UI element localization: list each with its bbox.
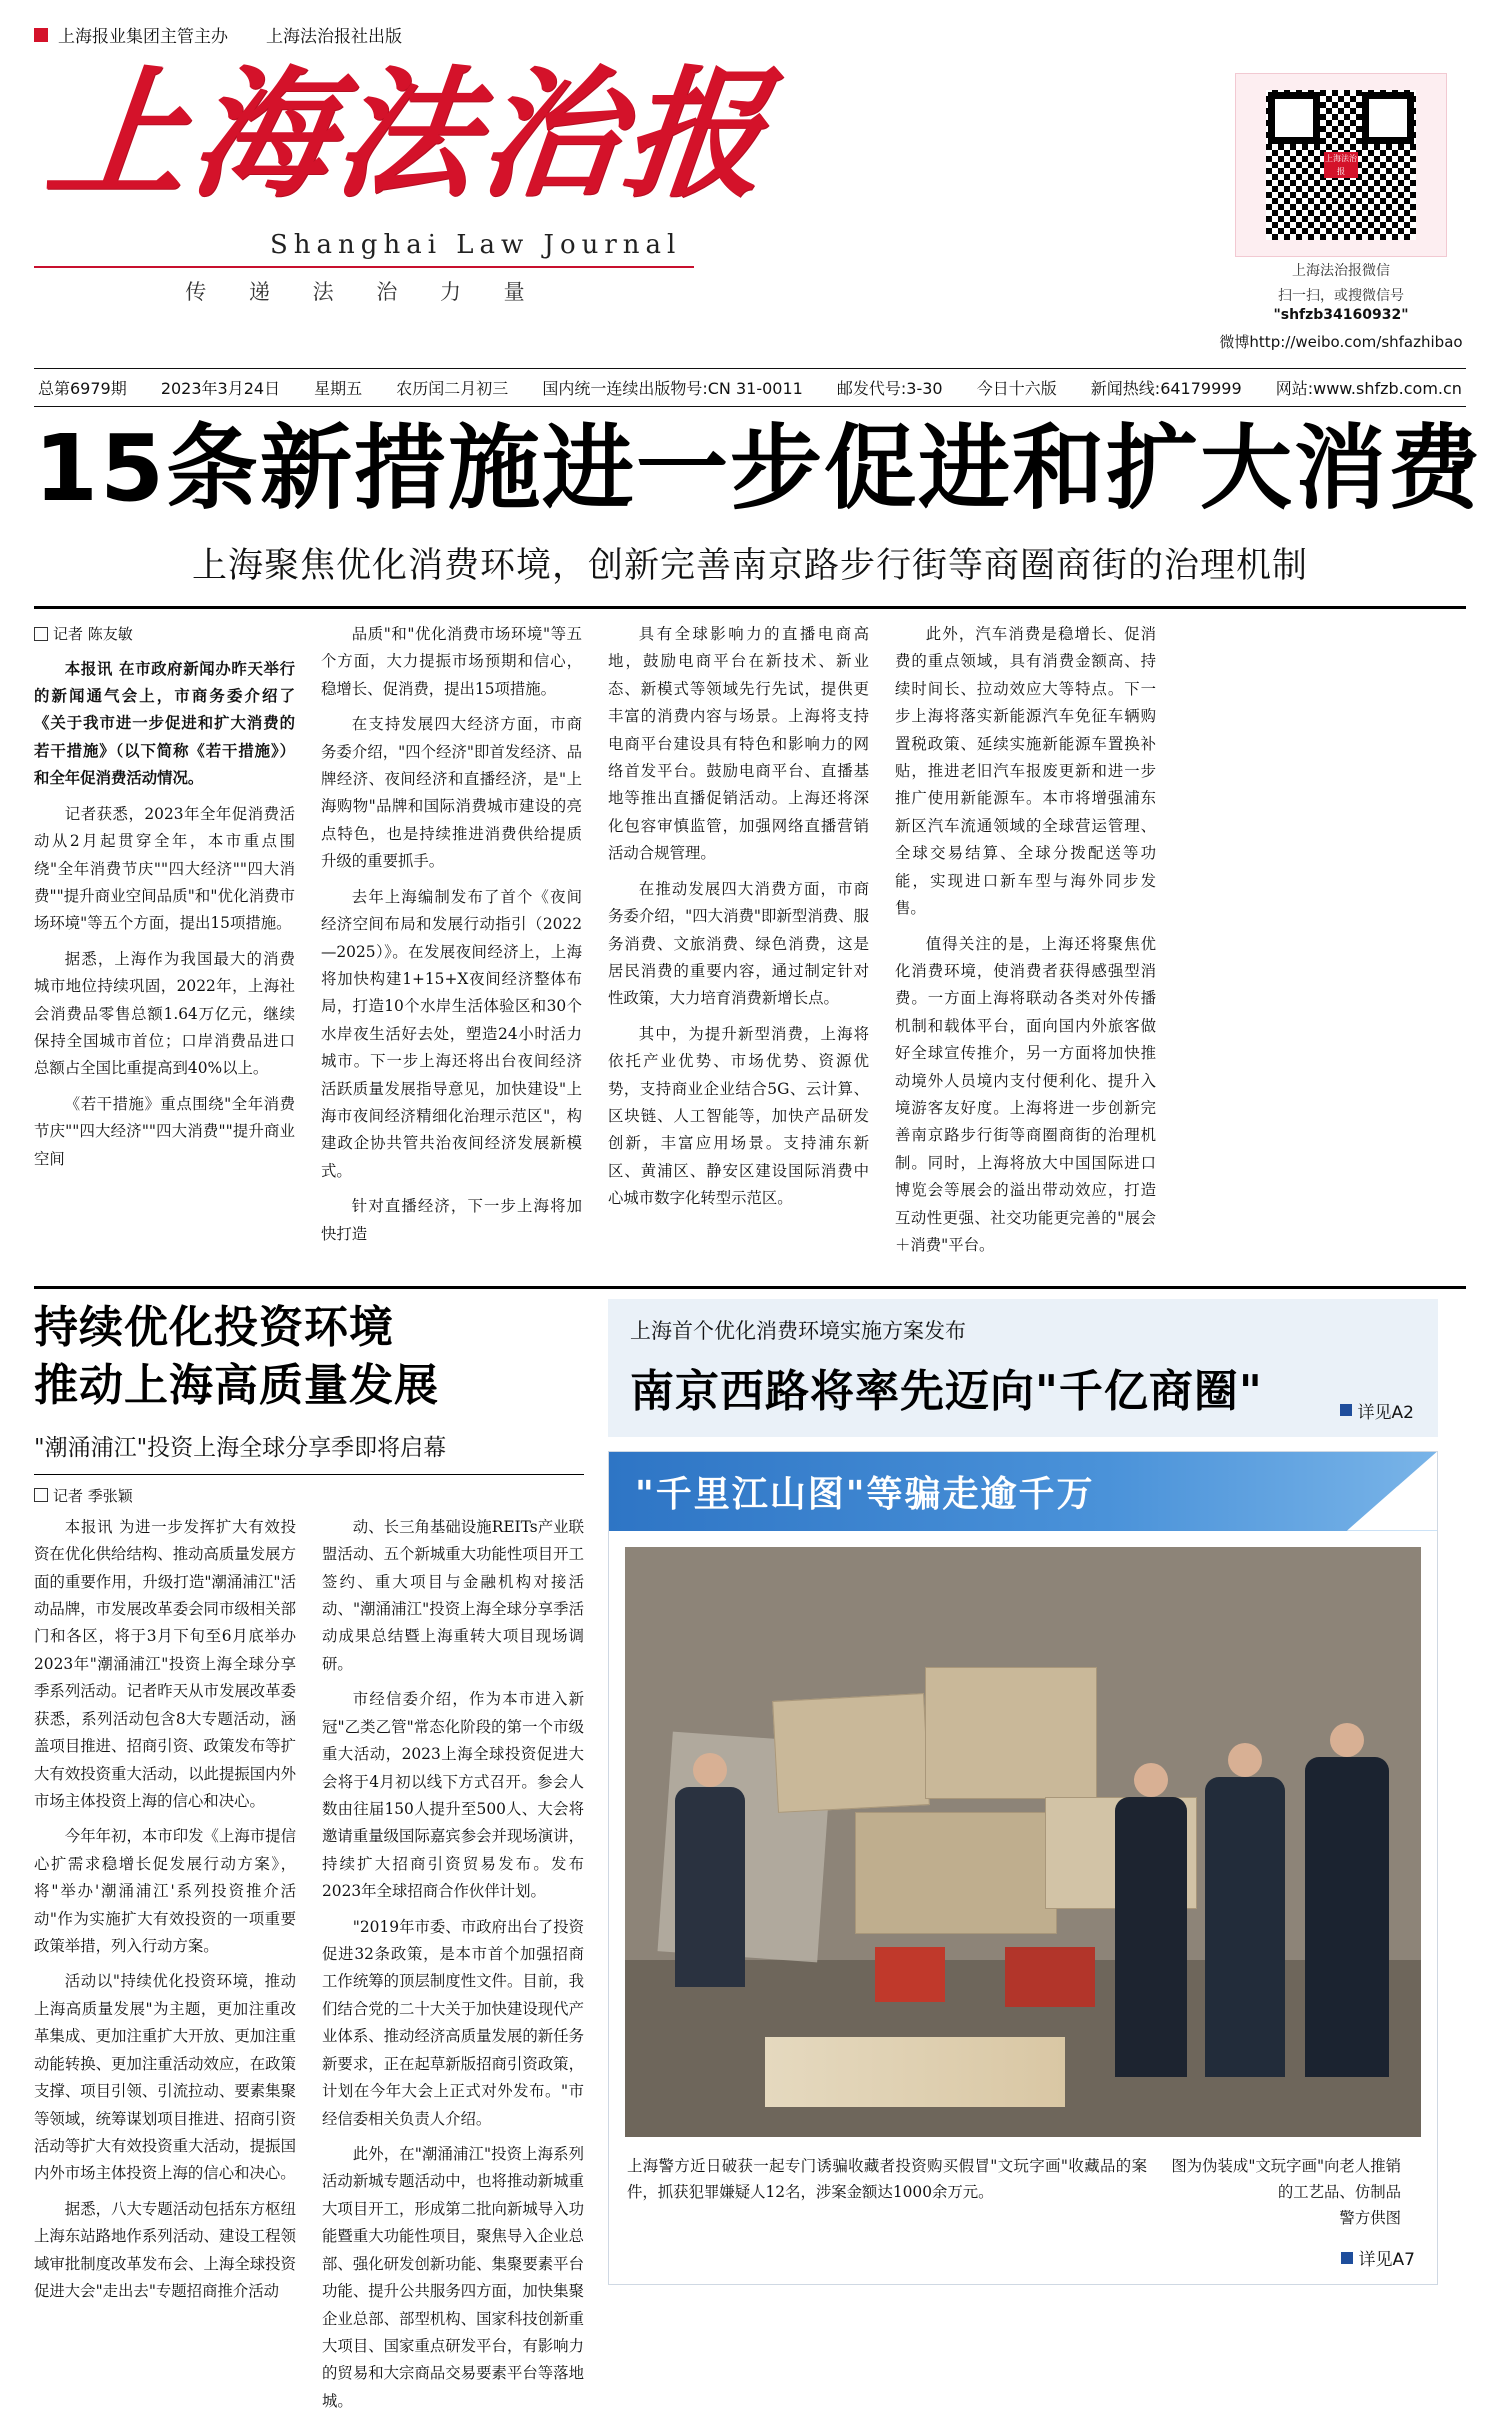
byline [34,1485,584,1506]
feature-photo [625,1547,1421,2137]
qr-code-icon [1266,90,1416,240]
photo-feature [608,1451,1438,2286]
qr-block [1216,73,1466,352]
lead-column-4 [895,621,1156,1268]
secondary-column-2 [322,1514,584,2423]
masthead-slogan: 传 递 法 治 力 量 [185,279,543,304]
producer-label: 上海法治报社出版 [266,27,402,47]
photo-carton [772,1693,930,1813]
secondary-title-line1: 持续优化投资环境 [34,1301,394,1353]
cn-serial-number: 国内统一连续出版物号:CN 31-0011 [542,379,803,398]
page-count: 今日十六版 [976,379,1057,398]
paragraph: 品质"和"优化消费市场环境"等五个方面，大力提振市场预期和信心，稳增长、促消费，提出15项措施。 [321,624,582,698]
promo-title: 南京西路将率先迈向"千亿商圈" [630,1365,1263,1417]
feature-captions [609,2153,1437,2246]
photo-carton [925,1667,1097,1799]
photo-scroll-painting [765,2037,1065,2107]
photo-person [1305,1757,1389,2077]
lead-headline-block [0,407,1500,588]
photo-person-head [693,1753,727,1787]
feature-reference[interactable] [609,2245,1437,2284]
issue-number: 总第6979期 [38,379,127,398]
photo-person [1115,1797,1187,2077]
photo-person [675,1787,745,1987]
paragraph: 市经信委介绍，作为本市进入新冠"乙类乙管"常态化阶段的第一个市级重大活动，2023上海全球投资促进大会将于4月初以线下方式召开。参会人数由往届150人提升至500人、大会将邀请重量级国际嘉宾参会并现场演讲，持续扩大招商引资贸易发布。发布2023年全球招商合作伙伴计划。 [322,1690,584,1901]
secondary-title-line2: 推动上海高质量发展 [34,1359,439,1411]
qr-caption-line1: 上海法治报微信 [1292,263,1390,279]
promo-kicker: 上海首个优化消费环境实施方案发布 [630,1318,966,1343]
photo-person-head [1330,1723,1364,1757]
red-square-icon [34,28,48,42]
byline-box-icon [34,1488,48,1502]
paragraph: 去年上海编制发布了首个《夜间经济空间布局和发展行动指引（2022—2025）》。在发展夜间经济上，上海将加快构建1+15+X夜间经济整体布局，打造10个水岸生活体验区和30个水岸夜生活好去处，塑造24小时活力城市。下一步上海还将出台夜间经济活跃质量发展指导意见，加快建设"上海市夜间经济精细化治理示范区"，构建政企协共管共治夜间经济发展新模式。 [321,887,582,1180]
feature-title: "千里江山图"等骗走逾千万 [609,1452,1437,1531]
secondary-subtitle: "潮涌浦江"投资上海全球分享季即将启幕 [34,1434,447,1461]
feature-caption-right [1171,2153,1401,2232]
section-divider [34,1286,1466,1289]
paragraph: 今年年初，本市印发《上海市提信心扩需求稳增长促发展行动方案》，将"举办'潮涌浦江'系列投资推介活动"作为实施扩大有效投资的一项重要政策举措，列入行动方案。 [34,1827,296,1956]
paragraph: 此外，汽车消费是稳增长、促消费的重点领域，具有消费金额高、持续时间长、拉动效应大等特点。下一步上海将落实新能源汽车免征车辆购置税政策、延续实施新能源车置换补贴，推进老旧汽车报废更新和进一步推广使用新能源车。本市将增强浦东新区汽车流通领域的全球营运管理、全球交易结算、全球分拨配送等功能，实现进口新车型与海外同步发售。 [895,624,1156,918]
qr-center-badge: 上海法治报 [1325,154,1357,176]
lunar-date: 农历闰二月初三 [396,379,509,398]
paragraph: 动、长三角基础设施REITs产业联盟活动、五个新城重大功能性项目开工签约、重大项目与金融机构对接活动、"潮涌浦江"投资上海全球分享季活动成果总结暨上海重转大项目现场调研。 [322,1517,584,1673]
page-title: 15条新措施进一步促进和扩大消费 [34,415,1483,522]
paragraph: 在支持发展四大经济方面，市商务委介绍，"四个经济"即首发经济、品牌经济、夜间经济和直播经济，是"上海购物"品牌和国际消费城市建设的亮点特色，也是持续推进消费供给提质升级的重要抓手。 [321,715,582,871]
masthead-left [34,51,994,306]
paragraph: 此外，在"潮涌浦江"投资上海系列活动新城专题活动中，也将推动新城重大项目开工，形成第二批向新城导入功能暨重大功能性项目，聚焦导入企业总部、强化研发创新功能、集聚要素平台功能、提升公共服务四方面，加快集聚企业总部、部型机构、国家科技创新重大项目、国家重点研发平台，有影响力的贸易和大宗商品交易要素平台等落地城。 [322,2145,584,2410]
qr-caption-line2: 扫一扫，或搜微信号 [1278,288,1404,304]
paragraph: 在推动发展四大消费方面，市商务委介绍，"四大消费"即新型消费、服务消费、文旅消费、绿色消费，这是居民消费的重要内容，通过制定针对性政策，大力培育消费新增长点。 [608,879,869,1008]
byline-label: 记者 陈友敏 [53,624,133,643]
post-code: 邮发代号:3-30 [836,379,943,398]
news-hotline: 新闻热线:64179999 [1090,379,1242,398]
photo-person-head [1228,1743,1262,1777]
paragraph: 本报讯 为进一步发挥扩大有效投资在优化供给结构、推动高质量发展方面的重要作用，升级打造"潮涌浦江"活动品牌，市发展改革委会同市级相关部门和各区，将于3月下旬至6月底举办2023年"潮涌浦江"投资上海全球分享季系列活动。记者昨天从市发展改革委获悉，系列活动包含8大专题活动，涵盖项目推进、招商引资、政策发布等扩大有效投资重大活动，以此提振国内外市场主体投资上海的信心和决心。 [34,1517,296,1810]
blue-square-icon [1341,2252,1353,2264]
weekday: 星期五 [314,379,363,398]
website-url[interactable]: 网站:www.shfzb.com.cn [1275,379,1462,398]
paragraph: 据悉，上海作为我国最大的消费城市地位持续巩固，2022年，上海社会消费品零售总额1.64万亿元，继续保持全国城市首位；口岸消费品进口总额占全国比重提高到40%以上。 [34,949,295,1078]
newspaper-title: 上海法治报 [39,53,777,217]
secondary-divider [34,1474,584,1475]
paragraph: 据悉，八大专题活动包括东方枢纽上海东站路地作系列活动、建设工程领域审批制度改革发布会、上海全球投资促进大会"走出去"专题招商推介活动 [34,2199,296,2301]
top-bar [0,0,1500,47]
qr-code-box[interactable] [1235,73,1447,257]
secondary-column-1 [34,1514,296,2423]
lead-column-2 [321,621,582,1268]
paragraph: 具有全球影响力的直播电商高地，鼓励电商平台在新技术、新业态、新模式等领域先行先试，提供更丰富的消费内容与场景。上海将支持电商平台建设具有特色和影响力的网络首发平台。鼓励电商平台、直播基地等推出直播促销活动。上海还将深化包容审慎监管，加强网络直播营销活动合规管理。 [608,624,869,863]
info-bar [34,368,1466,407]
feature-reference-label: 详见A7 [1358,2250,1415,2271]
byline-box-icon [34,627,48,641]
paragraph: "2019年市委、市政府出台了投资促进32条政策，是本市首个加强招商工作统筹的顶层制度性文件。目前，我们结合党的二十大关于加快建设现代产业体系、推动经济高质量发展的新任务新要求，正在起草新版招商引资政策，计划在今年大会上正式对外发布。"市经信委相关负责人介绍。 [322,1917,584,2128]
lead-column-3 [608,621,869,1268]
paragraph: 活动以"持续优化投资环境，推动上海高质量发展"为主题，更加注重改革集成、更加注重扩大开放、更加注重动能转换、更加注重活动效应，在政策支撑、项目引领、引流拉动、要素集聚等领域，统筹谋划项目推进、招商引资活动等扩大有效投资重大活动，提振国内外市场主体投资上海的信心和决心。 [34,1972,296,2183]
paragraph: 本报讯 在市政府新闻办昨天举行的新闻通气会上，市商务委介绍了《关于我市进一步促进和扩大消费的若干措施》（以下简称《若干措施》）和全年促消费活动情况。 [34,659,295,788]
lead-subheadline: 上海聚焦优化消费环境，创新完善南京路步行街等商圈商街的治理机制 [191,545,1308,586]
paragraph: 针对直播经济，下一步上海将加快打造 [321,1197,582,1243]
byline [34,621,295,648]
lower-section [0,1299,1500,2423]
promo-banner[interactable] [608,1299,1438,1437]
promo-reference-label: 详见A2 [1357,1402,1414,1423]
paragraph: 值得关注的是，上海还将聚焦优化消费环境，使消费者获得感强型消费。一方面上海将联动各类对外传播机制和载体平台，面向国内外旅客做好全球宣传推介，另一方面将加快推动境外人员境内支付便利化、提升入境游客友好度。上海将进一步创新完善南京路步行街等商圈商街的治理机制。同时，上海将放大中国国际进口博览会等展会的溢出带动效应，打造互动性更强、社交功能更完善的"展会＋消费"平台。 [895,934,1156,1255]
byline-label: 记者 季张颖 [53,1486,133,1505]
photo-carton [855,1812,1057,1934]
photo-red-box [1005,1947,1095,2007]
paragraph: 《若干措施》重点围绕"全年消费节庆""四大经济""四大消费""提升商业空间 [34,1094,295,1168]
photo-person [1205,1777,1285,2077]
photo-person-head [1134,1763,1168,1797]
masthead [0,47,1500,352]
publisher-label: 上海报业集团主管主办 [58,27,228,47]
secondary-columns [34,1514,584,2423]
paragraph: 记者获悉，2023年全年促消费活动从2月起贯穿全年，本市重点围绕"全年消费节庆""四大经济""四大消费""提升商业空间品质"和"优化消费市场环境"等五个方面，提出15项措施。 [34,804,295,933]
lead-story-columns [0,609,1500,1268]
photo-red-box [875,1947,945,2002]
secondary-story [34,1299,584,2423]
feature-photo-credit: 警方供图 [1339,2208,1401,2227]
lead-column-1 [34,621,295,1268]
publish-date: 2023年3月24日 [160,379,281,398]
qr-wechat-id: "shfzb34160932" [1273,307,1409,323]
blue-square-icon [1340,1404,1352,1416]
lower-right-column [608,1299,1438,2423]
promo-reference[interactable] [1340,1398,1414,1423]
newspaper-title-english: Shanghai Law Journal [270,229,682,260]
paragraph: 其中，为提升新型消费，上海将依托产业优势、市场优势、资源优势，支持商业企业结合5G、云计算、区块链、人工智能等，加快产品研发创新，丰富应用场景。支持浦东新区、黄浦区、静安区建设国际消费中心城市数字化转型示范区。 [608,1024,869,1208]
weibo-url[interactable]: 微博http://weibo.com/shfazhibao [1219,333,1463,351]
feature-caption-left: 上海警方近日破获一起专门诱骗收藏者投资购买假冒"文玩字画"收藏品的案件，抓获犯罪嫌疑人12名，涉案金额达1000余万元。 [627,2156,1147,2201]
feature-caption-text: 图为伪装成"文玩字画"向老人推销的工艺品、仿制品 [1171,2156,1401,2201]
